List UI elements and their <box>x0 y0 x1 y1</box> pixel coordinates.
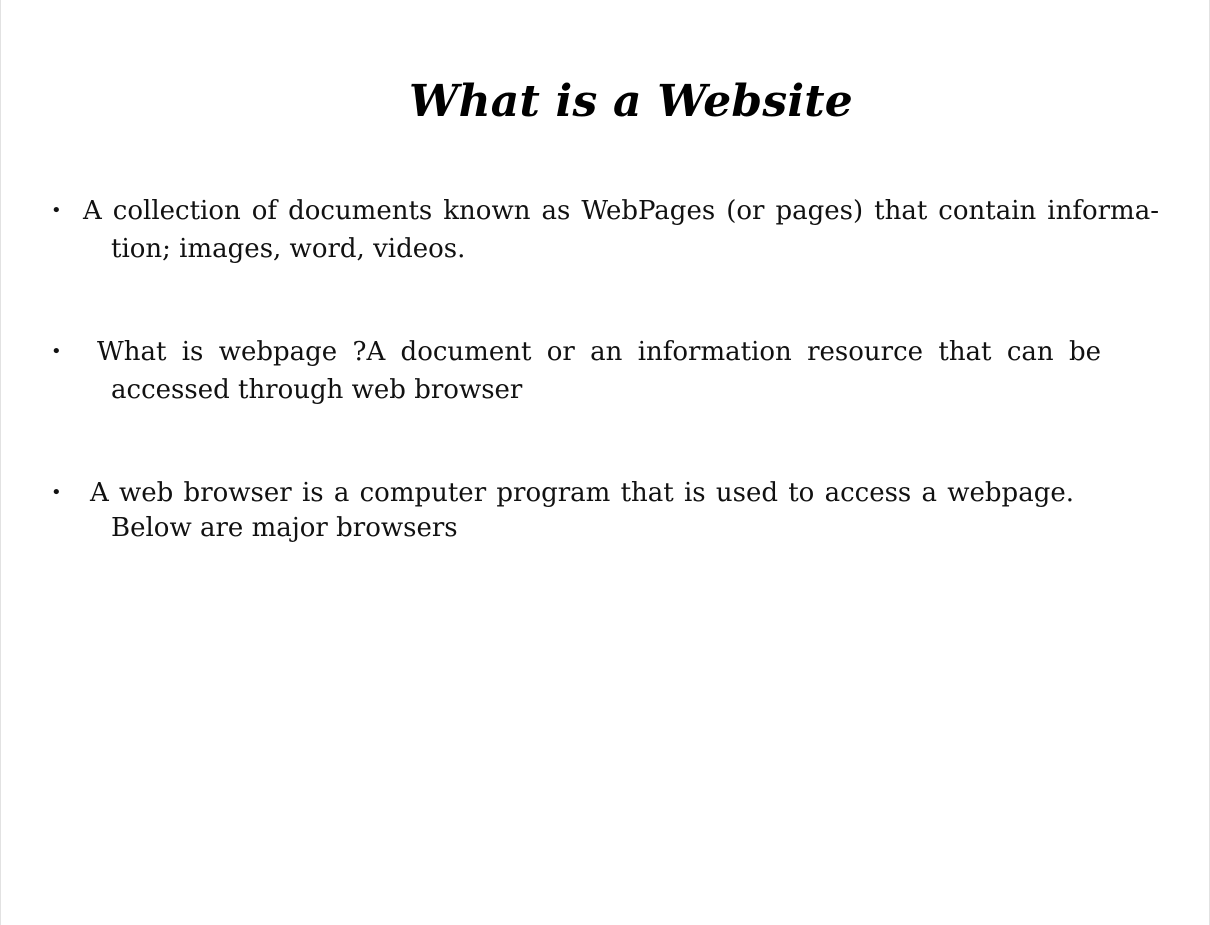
bullet-text-line: Below are major browsers <box>111 513 458 543</box>
bullet-dot-icon: • <box>51 341 62 362</box>
bullet-text-line: A web browser is a computer program that is used to access a webpage. <box>90 478 1074 508</box>
bullet-dot-icon: • <box>51 482 62 503</box>
bullet-dot-icon: • <box>51 200 62 221</box>
bullet-text-line: What is webpage ?A document or an information resource that can be <box>97 337 1101 367</box>
bullet-text-line: tion; images, word, videos. <box>111 234 466 264</box>
slide-title: What is a Website <box>409 76 853 127</box>
bullet-text-line: A collection of documents known as WebPages (or pages) that contain informa- <box>83 196 1159 226</box>
bullet-text-line: accessed through web browser <box>111 375 523 405</box>
